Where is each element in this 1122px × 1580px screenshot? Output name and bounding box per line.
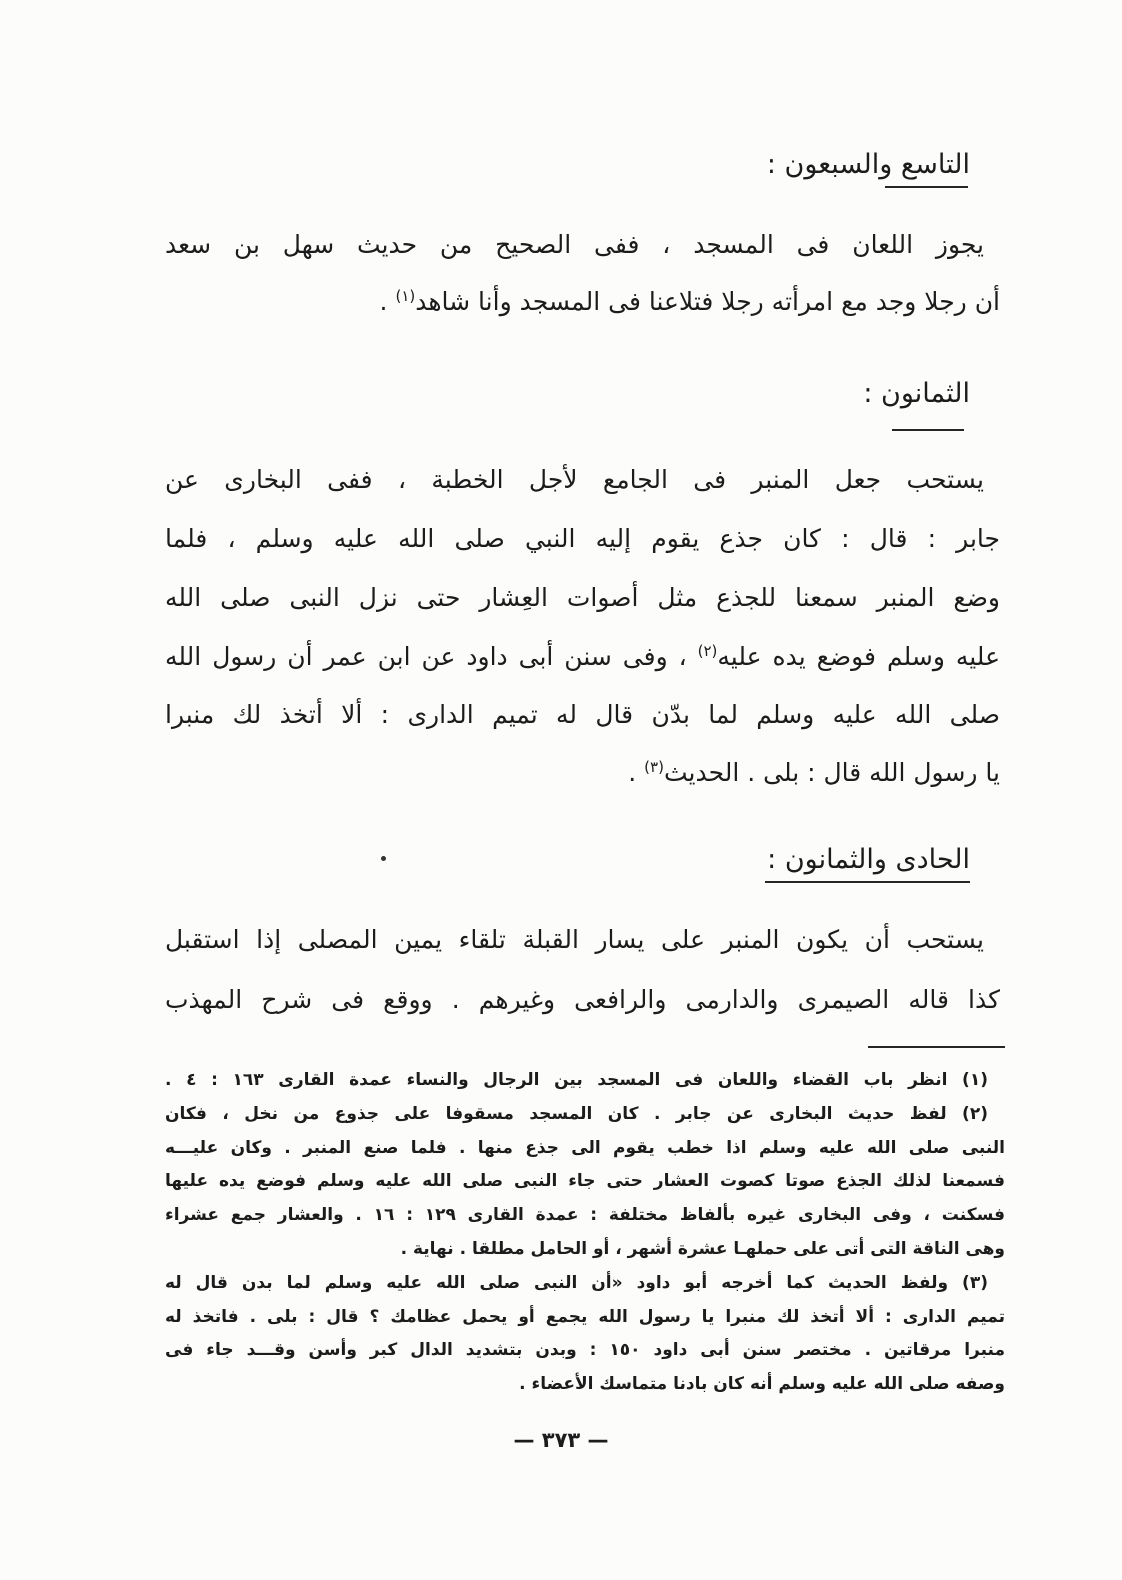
page-number: — ٣٧٣ —: [513, 1428, 609, 1452]
paragraph-line: [165, 695, 1000, 735]
line-text: كذا قاله الصيمرى والدارمى والرافعى وغيرهم . ووقع فى شرح المهذب: [165, 985, 1000, 1014]
line-text: .: [628, 758, 645, 787]
line-text: يستحب أن يكون المنبر على يسار القبلة تلقاء يمين المصلى إذا استقبل: [165, 925, 984, 954]
paragraph-line: [165, 637, 1000, 677]
footnote-line: وصفه صلى الله عليه وسلم أنه كان بادنا متماسك الأعضاء .: [519, 1374, 1005, 1394]
heading-underline: [892, 429, 964, 431]
paragraph-line: [165, 920, 1000, 960]
paragraph-line: [165, 753, 1000, 793]
footnote-line: فسمعنا لذلك الجذع صوتا كصوت العشار حتى جاء النبى صلى الله عليه وسلم فوضع يده عليها: [165, 1171, 1005, 1191]
footnote-line: النبى صلى الله عليه وسلم اذا خطب يقوم الى جذع منها . فلما صنع المنبر . وكان عليـــه: [165, 1138, 1005, 1158]
footnote-reference: (٢): [697, 642, 718, 660]
section-heading-80: الثمانون :: [863, 378, 970, 409]
paragraph-line: [165, 225, 1000, 265]
line-text: يا رسول الله قال : بلى . الحديث: [663, 758, 1000, 787]
line-text: عليه وسلم فوضع يده عليه: [717, 642, 1000, 671]
paragraph-line: [165, 519, 1000, 559]
footnote-line: فسكنت ، وفى البخارى غيره بألفاظ مختلفة : عمدة القارى ١٢٩ : ١٦ . والعشار جمع عشراء: [165, 1205, 1005, 1225]
footnote-separator: [868, 1046, 1005, 1048]
heading-underline: [885, 186, 968, 188]
footnote-reference: (١): [395, 287, 416, 305]
line-text: .: [379, 287, 396, 316]
footnote-line: (٢) لفظ حديث البخارى عن جابر . كان المسجد مسقوفا على جذوع من نخل ، فكان: [165, 1104, 988, 1124]
heading-underline: [765, 881, 970, 883]
paragraph-line: [165, 460, 1000, 500]
section-heading-79: التاسع والسبعون :: [766, 149, 970, 180]
footnote-line: منبرا مرقاتين . مختصر سنن أبى داود ١٥٠ : وبدن بتشديد الدال كبر وأسن وقـــد جاء فى: [165, 1340, 1005, 1360]
paragraph-line: [165, 980, 1000, 1020]
footnote-line: تميم الدارى : ألا أتخذ لك منبرا يا رسول الله يجمع أو يحمل عظامك ؟ قال : بلى . فاتخذ له: [165, 1307, 1005, 1327]
line-text: وضع المنبر سمعنا للجذع مثل أصوات العِشار حتى نزل النبى صلى الله: [165, 583, 1000, 612]
scan-speck: [381, 856, 386, 861]
line-text: يستحب جعل المنبر فى الجامع لأجل الخطبة ، ففى البخارى عن: [165, 465, 984, 494]
section-heading-81: الحادى والثمانون :: [767, 844, 970, 875]
line-text: جابر : قال : كان جذع يقوم إليه النبي صلى الله عليه وسلم ، فلما: [165, 524, 1000, 553]
footnote-line: وهى الناقة التى أتى على حملهـا عشرة أشهر ، أو الحامل مطلقا . نهاية .: [400, 1239, 1005, 1259]
footnote-line: (١) انظر باب القضاء واللعان فى المسجد بين الرجال والنساء عمدة القارى ١٦٣ : ٤ .: [165, 1070, 988, 1090]
paragraph-line: [165, 282, 1000, 322]
footnote-line: (٣) ولفظ الحديث كما أخرجه أبو داود «أن النبى صلى الله عليه وسلم لما بدن قال له: [165, 1273, 988, 1293]
line-text: صلى الله عليه وسلم لما بدّن قال له تميم الدارى : ألا أتخذ لك منبرا: [165, 700, 1000, 729]
footnote-reference: (٣): [644, 758, 664, 776]
line-text: ، وفى سنن أبى داود عن ابن عمر أن رسول الله: [165, 642, 698, 671]
line-text: أن رجلا وجد مع امرأته رجلا فتلاعنا فى المسجد وأنا شاهد: [415, 287, 1000, 316]
paragraph-line: [165, 578, 1000, 618]
line-text: يجوز اللعان فى المسجد ، ففى الصحيح من حديث سهل بن سعد: [165, 230, 984, 259]
